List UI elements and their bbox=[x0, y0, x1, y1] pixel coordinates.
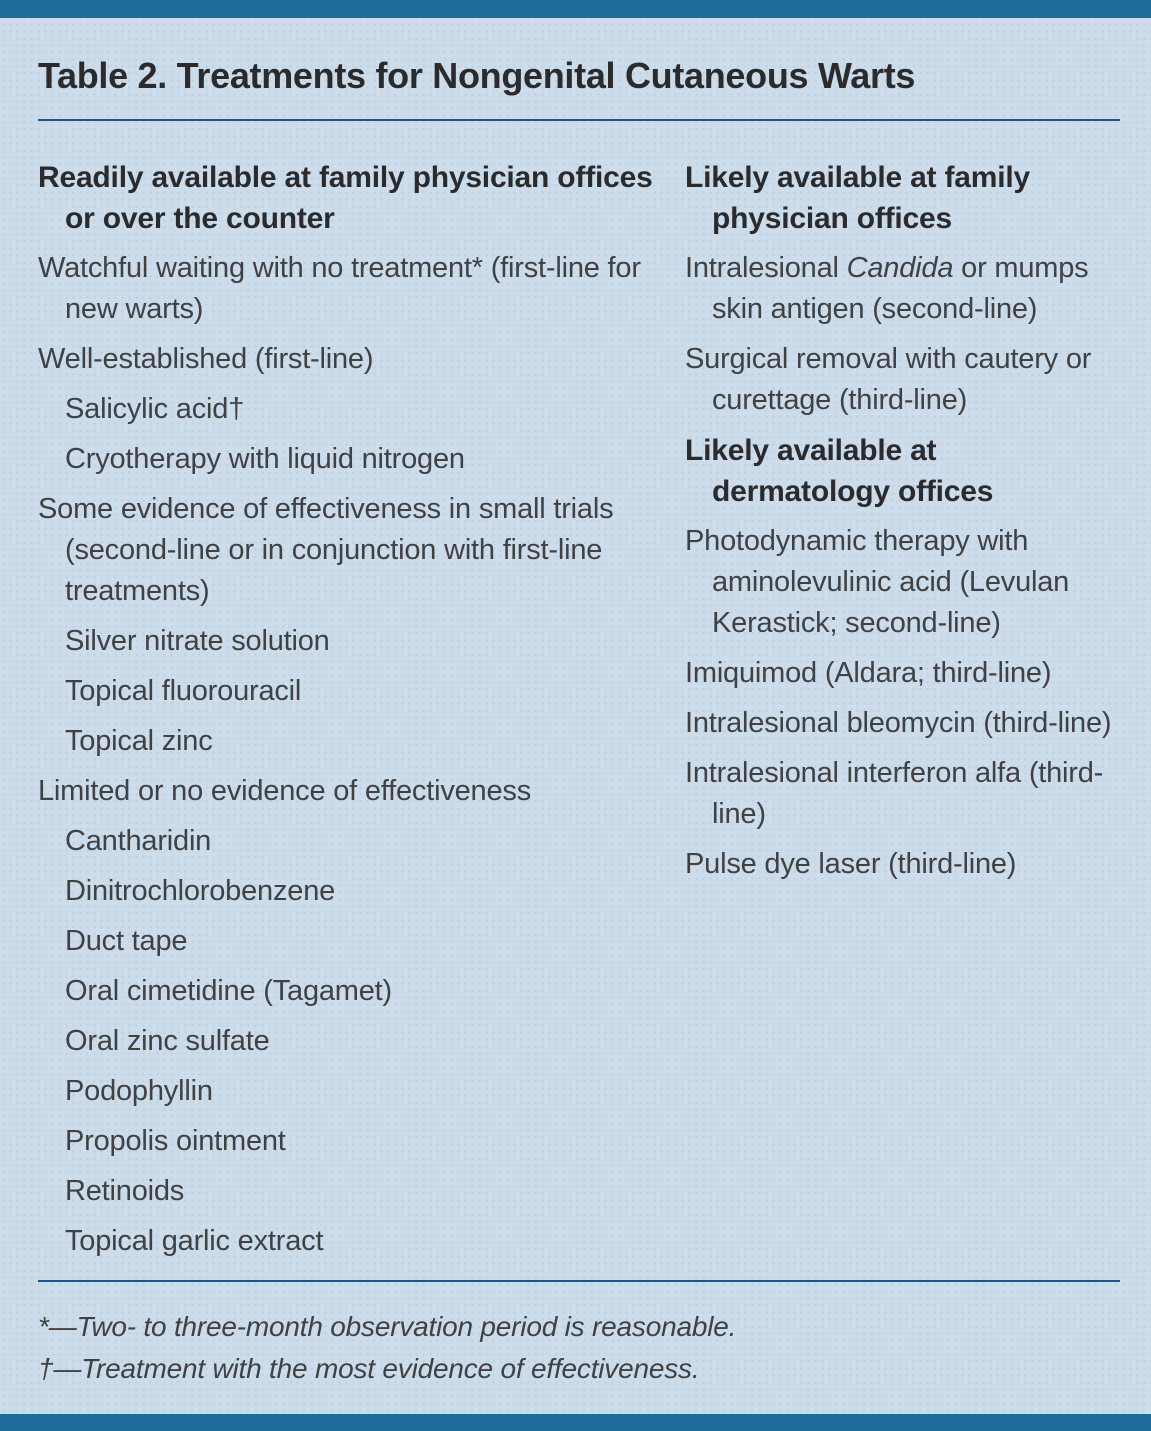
text-run: Imiquimod (Aldara; third-line) bbox=[685, 657, 1052, 689]
text-run: Topical fluorouracil bbox=[65, 675, 302, 707]
treatment-item bbox=[38, 248, 653, 330]
column-gap bbox=[653, 157, 685, 1271]
treatment-item bbox=[38, 339, 653, 380]
text-run: Silver nitrate solution bbox=[65, 625, 330, 657]
treatment-item bbox=[38, 1071, 653, 1112]
treatment-item bbox=[685, 521, 1120, 644]
text-run: Topical garlic extract bbox=[65, 1225, 324, 1257]
bottom-border-bar bbox=[0, 1414, 1151, 1431]
treatment-item bbox=[38, 771, 653, 812]
treatment-item bbox=[38, 921, 653, 962]
text-run: Intralesional bleomycin (third-line) bbox=[685, 707, 1112, 739]
text-run: Retinoids bbox=[65, 1175, 185, 1207]
treatment-item bbox=[38, 621, 653, 662]
treatment-item bbox=[38, 439, 653, 480]
treatment-item bbox=[685, 653, 1120, 694]
text-run: or mumps skin antigen (second-line) bbox=[712, 252, 1089, 325]
footnote-divider bbox=[38, 1280, 1120, 1282]
treatment-item bbox=[38, 489, 653, 612]
text-run: Pulse dye laser (third-line) bbox=[685, 848, 1017, 880]
text-run: Cantharidin bbox=[65, 825, 212, 857]
treatment-item bbox=[685, 844, 1120, 885]
table-content bbox=[0, 18, 1151, 1271]
treatment-item bbox=[685, 753, 1120, 835]
text-run: Readily available at family physician offices or over the counter bbox=[38, 161, 653, 235]
treatment-item bbox=[38, 821, 653, 862]
footnote: †—Treatment with the most evidence of effectiveness. bbox=[38, 1353, 700, 1384]
treatment-item bbox=[38, 971, 653, 1012]
text-run: Cryotherapy with liquid nitrogen bbox=[65, 443, 465, 475]
treatment-item bbox=[685, 339, 1120, 421]
treatment-item bbox=[38, 671, 653, 712]
treatment-item bbox=[38, 389, 653, 430]
text-run: Some evidence of effectiveness in small trials (second-line or in conjunction with first-line treatments) bbox=[38, 493, 614, 607]
treatment-item bbox=[38, 1171, 653, 1212]
text-run: Podophyllin bbox=[65, 1075, 213, 1107]
treatment-item bbox=[38, 1121, 653, 1162]
italic-term: Candida bbox=[846, 252, 954, 284]
treatment-columns bbox=[38, 157, 1120, 1271]
top-border-bar bbox=[0, 0, 1151, 18]
footnote: *—Two- to three-month observation period is reasonable. bbox=[38, 1311, 737, 1342]
treatment-item bbox=[38, 721, 653, 762]
title-divider bbox=[38, 119, 1120, 121]
text-run: Well-established (first-line) bbox=[38, 343, 374, 375]
text-run: Intralesional bbox=[685, 252, 847, 284]
category-heading bbox=[38, 157, 653, 239]
text-run: Oral cimetidine (Tagamet) bbox=[65, 975, 392, 1007]
text-run: Topical zinc bbox=[65, 725, 213, 757]
text-run: Duct tape bbox=[65, 925, 188, 957]
text-run: Dinitrochlorobenzene bbox=[65, 875, 336, 907]
category-heading bbox=[685, 157, 1120, 239]
treatment-item bbox=[38, 871, 653, 912]
text-run: Watchful waiting with no treatment* (first-line for new warts) bbox=[38, 252, 641, 325]
table-title: Table 2. Treatments for Nongenital Cutaneous Warts bbox=[38, 55, 916, 96]
right-column bbox=[685, 157, 1120, 1271]
table-footer bbox=[38, 1280, 1120, 1390]
treatment-item bbox=[685, 703, 1120, 744]
text-run: Likely available at family physician offices bbox=[685, 161, 1030, 235]
left-column bbox=[38, 157, 653, 1271]
text-run: Salicylic acid† bbox=[65, 393, 245, 425]
text-run: Intralesional interferon alfa (third-line) bbox=[685, 757, 1104, 830]
footnotes bbox=[38, 1306, 1120, 1390]
category-heading bbox=[685, 430, 1120, 512]
treatment-item bbox=[685, 248, 1120, 330]
text-run: Oral zinc sulfate bbox=[65, 1025, 270, 1057]
treatment-item bbox=[38, 1221, 653, 1262]
treatment-item bbox=[38, 1021, 653, 1062]
text-run: Surgical removal with cautery or curettage (third-line) bbox=[685, 343, 1092, 416]
text-run: Likely available at dermatology offices bbox=[685, 434, 994, 508]
text-run: Propolis ointment bbox=[65, 1125, 286, 1157]
text-run: Limited or no evidence of effectiveness bbox=[38, 775, 532, 807]
text-run: Photodynamic therapy with aminolevulinic acid (Levulan Kerastick; second-line) bbox=[685, 525, 1070, 639]
